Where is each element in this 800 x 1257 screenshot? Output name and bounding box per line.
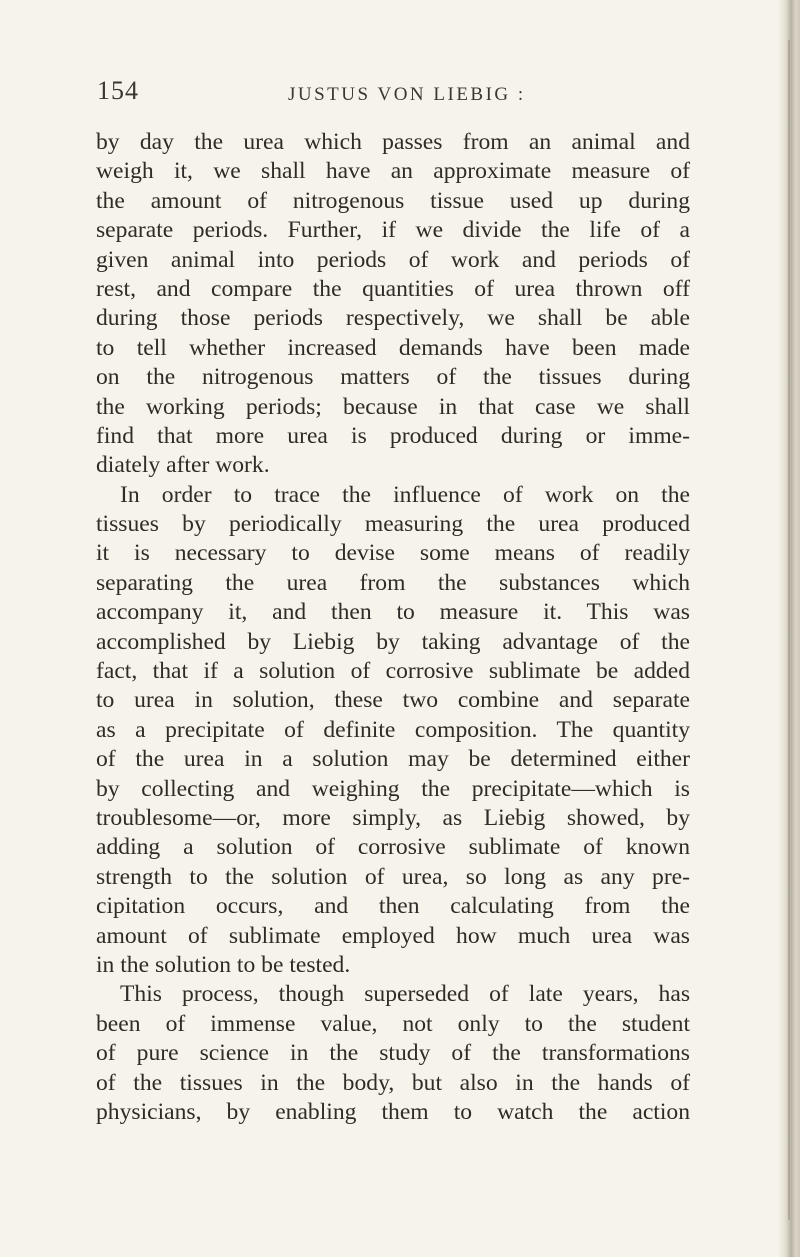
body-text — [96, 128, 690, 1127]
text-line: on the nitrogenous matters of the tissues during — [96, 364, 690, 391]
text-line: of the tissues in the body, but also in the hands of — [96, 1069, 690, 1096]
text-line: find that more urea is produced during or imme- — [96, 422, 690, 449]
text-line: cipitation occurs, and then calculating from the — [96, 893, 690, 920]
text-line: weigh it, we shall have an approximate measure of — [96, 158, 690, 185]
running-head: JUSTUS VON LIEBIG : — [288, 84, 526, 105]
text-line: to urea in solution, these two combine and separate — [96, 687, 690, 714]
text-line: in the solution to be tested. — [96, 951, 351, 978]
text-line: separating the urea from the substances which — [96, 569, 690, 596]
text-line: In order to trace the influence of work on the — [120, 481, 690, 508]
text-line: diately after work. — [96, 452, 270, 479]
text-line: physicians, by enabling them to watch the action — [96, 1098, 690, 1125]
text-line: accompany it, and then to measure it. This was — [96, 599, 690, 626]
text-line: adding a solution of corrosive sublimate of known — [96, 834, 690, 861]
page-header — [0, 68, 780, 108]
text-line: of the urea in a solution may be determined either — [96, 746, 690, 773]
text-line: This process, though superseded of late years, has — [120, 981, 690, 1008]
text-line: the amount of nitrogenous tissue used up during — [96, 187, 690, 214]
page-number: 154 — [97, 76, 139, 105]
page-edge-line — [788, 40, 790, 1220]
text-line: been of immense value, not only to the student — [96, 1010, 690, 1037]
text-line: fact, that if a solution of corrosive sublimate be added — [96, 658, 690, 685]
text-line: strength to the solution of urea, so long as any pre- — [96, 863, 690, 890]
text-line: the working periods; because in that case we shall — [96, 393, 690, 420]
text-line: it is necessary to devise some means of readily — [96, 540, 690, 567]
text-line: by collecting and weighing the precipitate—which is — [96, 775, 690, 802]
text-line: by day the urea which passes from an animal and — [96, 129, 690, 155]
text-line: of pure science in the study of the transformations — [96, 1040, 690, 1067]
text-line: accomplished by Liebig by taking advantage of the — [96, 628, 690, 655]
text-line: troublesome—or, more simply, as Liebig showed, by — [96, 804, 690, 831]
text-line: separate periods. Further, if we divide the life of a — [96, 217, 690, 244]
text-line: given animal into periods of work and periods of — [96, 246, 690, 273]
text-line: tissues by periodically measuring the urea produced — [96, 511, 690, 538]
text-line: amount of sublimate employed how much urea was — [96, 922, 690, 949]
text-line: rest, and compare the quantities of urea thrown off — [96, 275, 690, 302]
text-line: as a precipitate of definite composition. The quantity — [96, 716, 690, 743]
text-line: during those periods respectively, we shall be able — [96, 305, 690, 332]
text-line: to tell whether increased demands have been made — [96, 334, 690, 361]
